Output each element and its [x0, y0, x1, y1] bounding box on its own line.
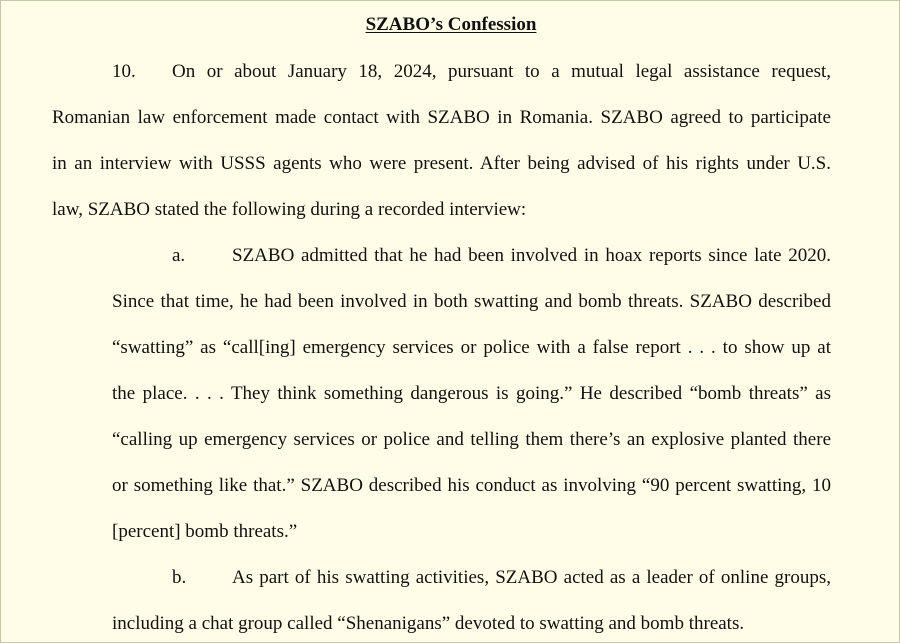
paragraph-line: law, SZABO stated the following during a recorded interview: [52, 199, 527, 220]
paragraph-line: Romanian law enforcement made contact with SZABO in Romania. SZABO agreed to participate [52, 107, 831, 128]
list-marker: a. [172, 245, 186, 266]
list-item-line: “calling up emergency services or police and telling them there’s an explosive planted there [112, 429, 831, 450]
list-item-line: “swatting” as “call[ing] emergency services or police with a false report . . . to show up at [112, 337, 831, 358]
list-item-line: [percent] bomb threats.” [112, 521, 298, 542]
list-item-line: including a chat group called “Shenanigans” devoted to swatting and bomb threats. [112, 613, 745, 634]
paragraph-line: On or about January 18, 2024, pursuant to a mutual legal assistance request, [172, 61, 831, 82]
list-item-line: As part of his swatting activities, SZABO acted as a leader of online groups, [232, 567, 831, 588]
list-item-line: the place. . . . They think something dangerous is going.” He described “bomb threats” as [112, 383, 831, 404]
section-heading: SZABO’s Confession [365, 14, 537, 35]
list-item-line: Since that time, he had been involved in both swatting and bomb threats. SZABO described [112, 291, 831, 312]
paragraph-number: 10. [112, 61, 136, 82]
list-item-line: or something like that.” SZABO described his conduct as involving “90 percent swatting, 10 [112, 475, 831, 496]
list-item-line: SZABO admitted that he had been involved in hoax reports since late 2020. [232, 245, 831, 266]
list-marker: b. [172, 567, 187, 588]
paragraph-line: in an interview with USSS agents who were present. After being advised of his rights under U.S. [52, 153, 831, 174]
